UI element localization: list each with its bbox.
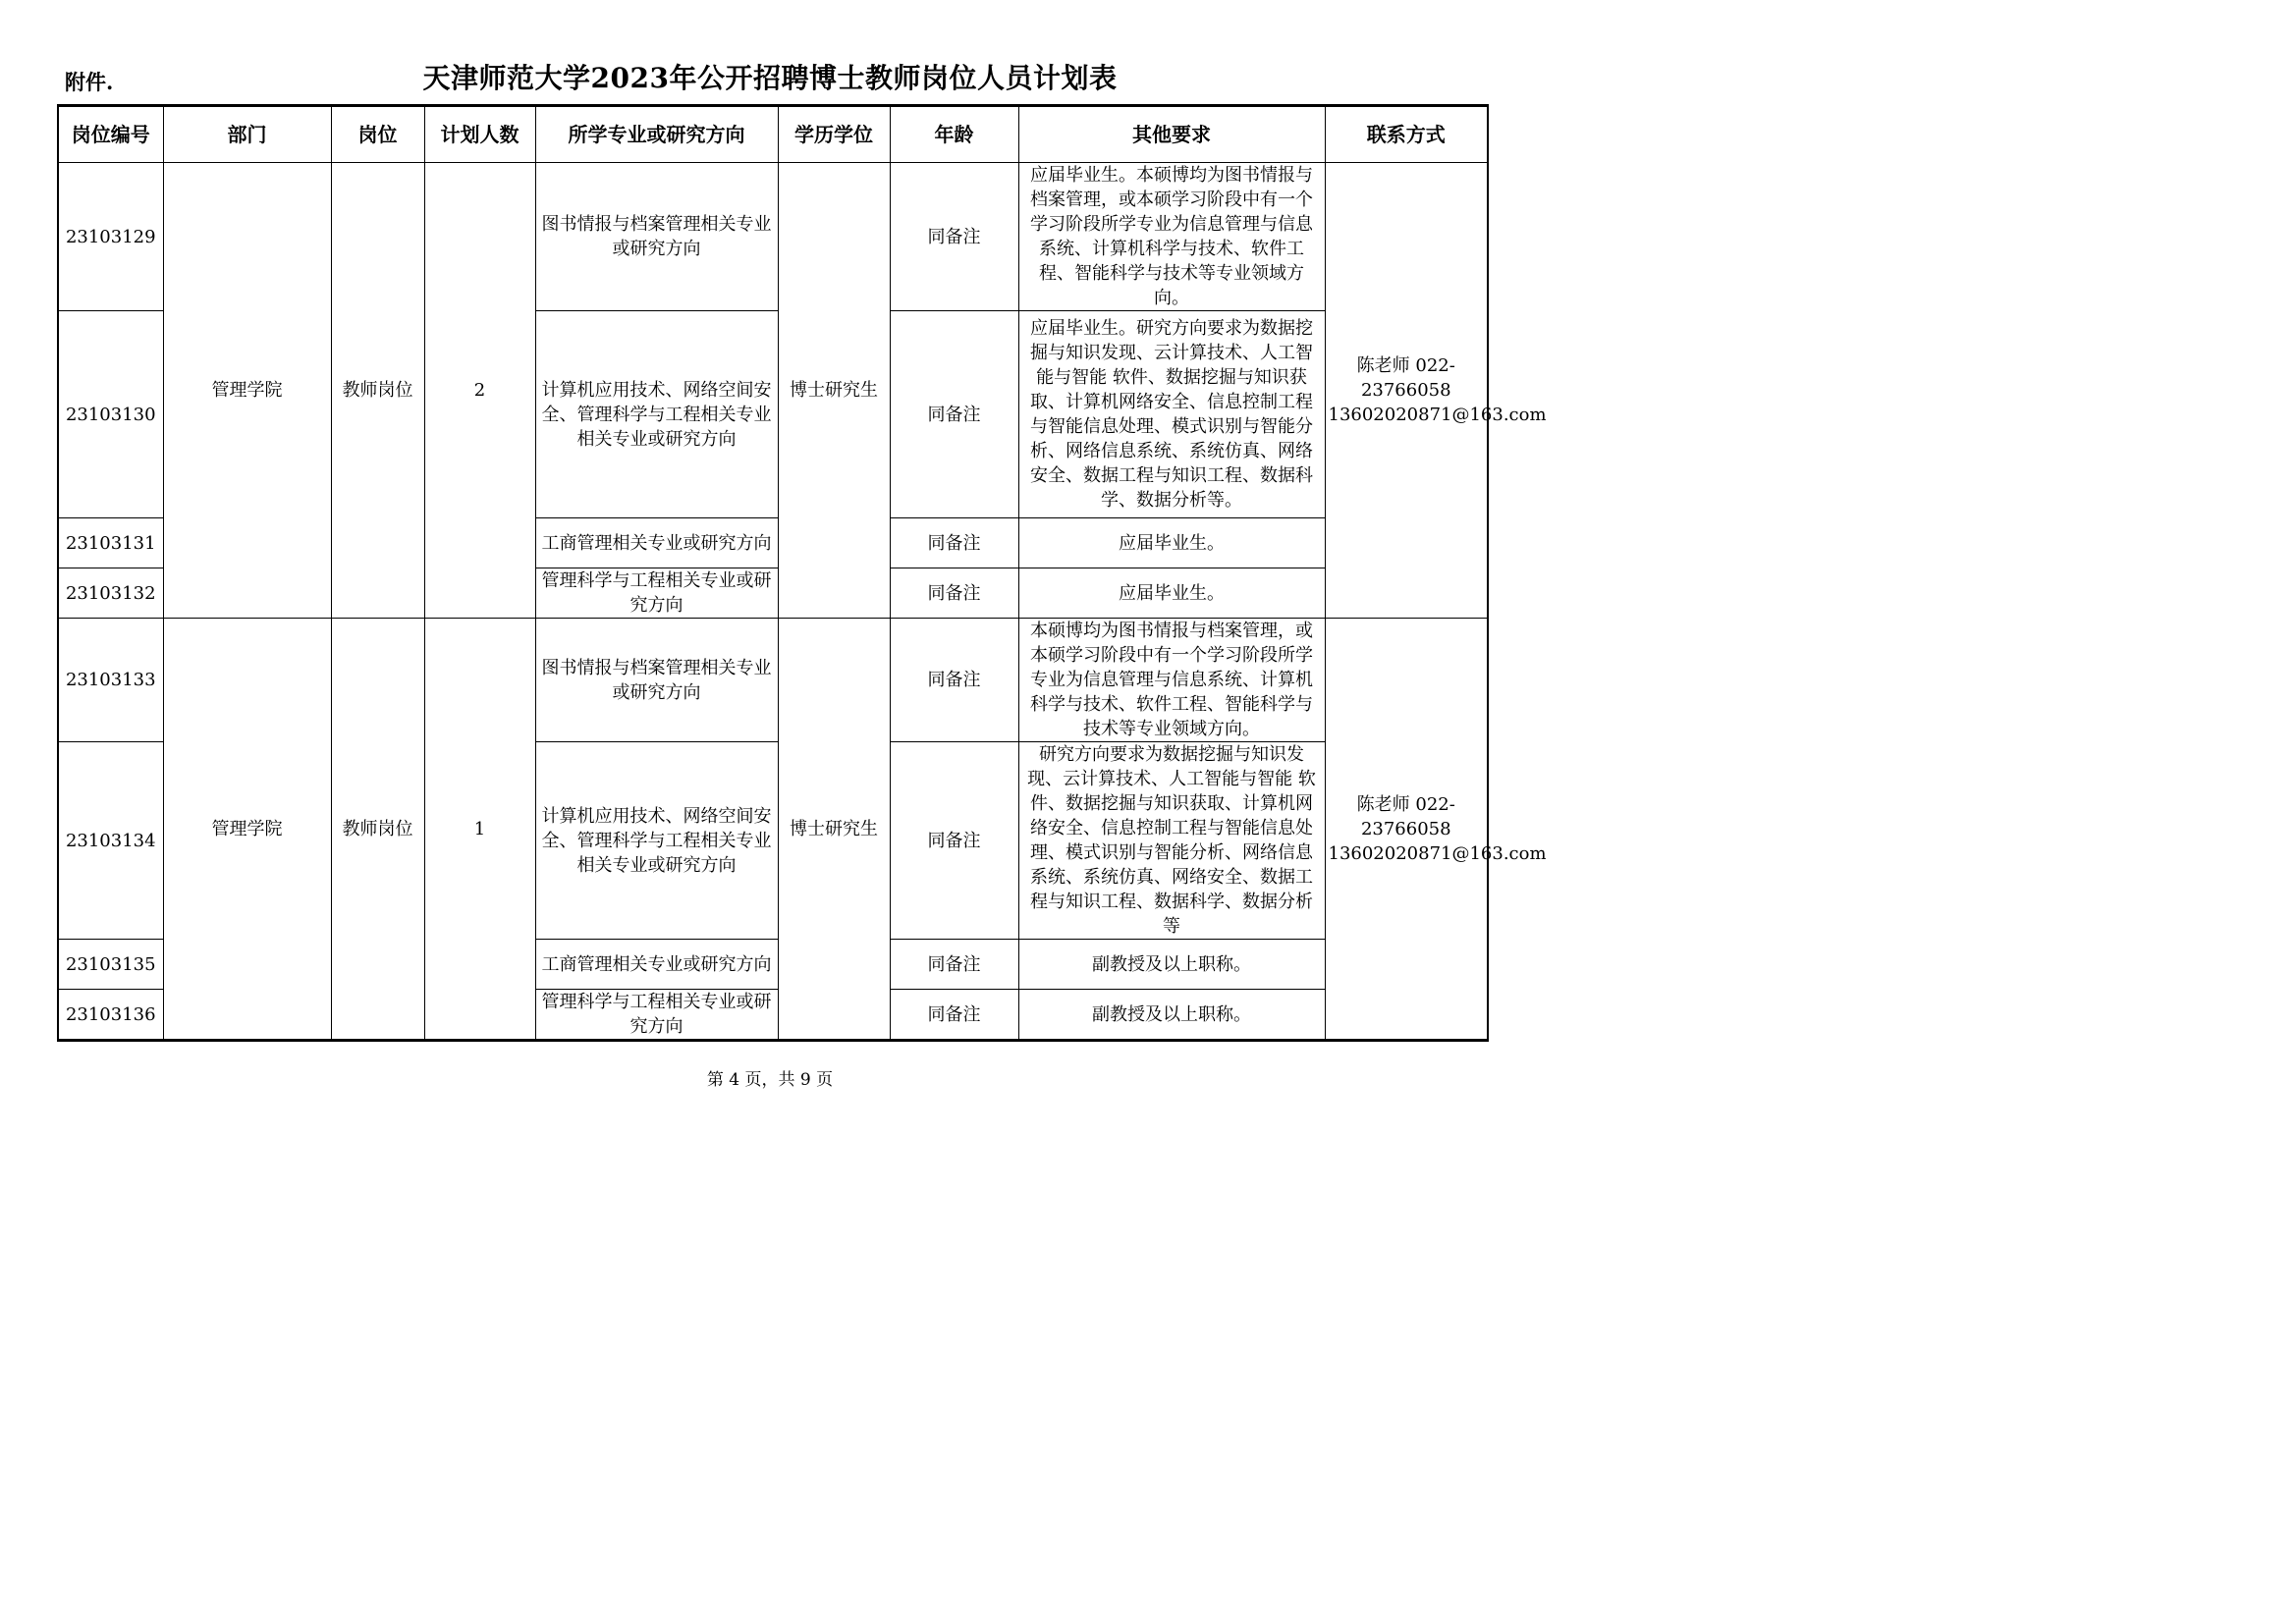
page-number: 第 4 页，共 9 页 (706, 1070, 834, 1090)
contact: 陈老师 022-23766058 13602020871@163.com (1325, 163, 1488, 619)
position-id: 23103135 (58, 940, 163, 990)
position-id: 23103133 (58, 619, 163, 742)
major: 管理科学与工程相关专业或研究方向 (535, 990, 778, 1041)
recruitment-plan-table (57, 104, 1547, 1042)
department: 管理学院 (163, 619, 331, 1041)
major: 图书情报与档案管理相关专业或研究方向 (535, 163, 778, 311)
other-requirements: 应届毕业生。 (1018, 518, 1325, 568)
major: 工商管理相关专业或研究方向 (535, 518, 778, 568)
major: 工商管理相关专业或研究方向 (535, 940, 778, 990)
age: 同备注 (890, 518, 1018, 568)
age: 同备注 (890, 990, 1018, 1041)
other-requirements: 应届毕业生。本硕博均为图书情报与档案管理，或本硕学习阶段中有一个学习阶段所学专业为信息管理与信息系统、计算机科学与技术、软件工程、智能科学与技术等专业领域方向。 (1018, 163, 1325, 311)
other-requirements: 副教授及以上职称。 (1018, 940, 1325, 990)
position-id: 23103129 (58, 163, 163, 311)
column-header-department: 部门 (163, 106, 331, 163)
header-row (58, 106, 1488, 163)
plan-count: 2 (424, 163, 535, 619)
age: 同备注 (890, 163, 1018, 311)
column-header-other: 其他要求 (1018, 106, 1325, 163)
position-id: 23103132 (58, 568, 163, 619)
age: 同备注 (890, 742, 1018, 940)
position: 教师岗位 (331, 163, 424, 619)
column-header-major: 所学专业或研究方向 (535, 106, 778, 163)
position-id: 23103136 (58, 990, 163, 1041)
age: 同备注 (890, 568, 1018, 619)
position: 教师岗位 (331, 619, 424, 1041)
plan-count: 1 (424, 619, 535, 1041)
age: 同备注 (890, 619, 1018, 742)
page-title: 天津师范大学2023年公开招聘博士教师岗位人员计划表 (422, 62, 1118, 94)
other-requirements: 研究方向要求为数据挖掘与知识发现、云计算技术、人工智能与智能 软件、数据挖掘与知识获取、计算机网络安全、信息控制工程与智能信息处理、模式识别与智能分析、网络信息系统、系统仿真、网络安全、数据工程与知识工程、数据科学、数据分析等 (1018, 742, 1325, 940)
position-id: 23103131 (58, 518, 163, 568)
table-row (58, 163, 1488, 311)
position-id: 23103134 (58, 742, 163, 940)
age: 同备注 (890, 311, 1018, 518)
major: 计算机应用技术、网络空间安全、管理科学与工程相关专业相关专业或研究方向 (535, 742, 778, 940)
degree: 博士研究生 (778, 163, 890, 619)
other-requirements: 应届毕业生。 (1018, 568, 1325, 619)
degree: 博士研究生 (778, 619, 890, 1041)
position-id: 23103130 (58, 311, 163, 518)
column-header-degree: 学历学位 (778, 106, 890, 163)
column-header-age: 年龄 (890, 106, 1018, 163)
other-requirements: 应届毕业生。研究方向要求为数据挖掘与知识发现、云计算技术、人工智能与智能 软件、数据挖掘与知识获取、计算机网络安全、信息控制工程与智能信息处理、模式识别与智能分析、网络信息系统、系统仿真、网络安全、数据工程与知识工程、数据科学、数据分析等。 (1018, 311, 1325, 518)
department: 管理学院 (163, 163, 331, 619)
major: 计算机应用技术、网络空间安全、管理科学与工程相关专业相关专业或研究方向 (535, 311, 778, 518)
other-requirements: 本硕博均为图书情报与档案管理，或本硕学习阶段中有一个学习阶段所学专业为信息管理与信息系统、计算机科学与技术、软件工程、智能科学与技术等专业领域方向。 (1018, 619, 1325, 742)
column-header-position: 岗位 (331, 106, 424, 163)
table-row (58, 619, 1488, 742)
age: 同备注 (890, 940, 1018, 990)
other-requirements: 副教授及以上职称。 (1018, 990, 1325, 1041)
column-header-id: 岗位编号 (58, 106, 163, 163)
column-header-plan-count: 计划人数 (424, 106, 535, 163)
major: 图书情报与档案管理相关专业或研究方向 (535, 619, 778, 742)
attachment-label: 附件. (65, 70, 114, 94)
column-header-contact: 联系方式 (1325, 106, 1488, 163)
major: 管理科学与工程相关专业或研究方向 (535, 568, 778, 619)
contact: 陈老师 022-23766058 13602020871@163.com (1325, 619, 1488, 1041)
